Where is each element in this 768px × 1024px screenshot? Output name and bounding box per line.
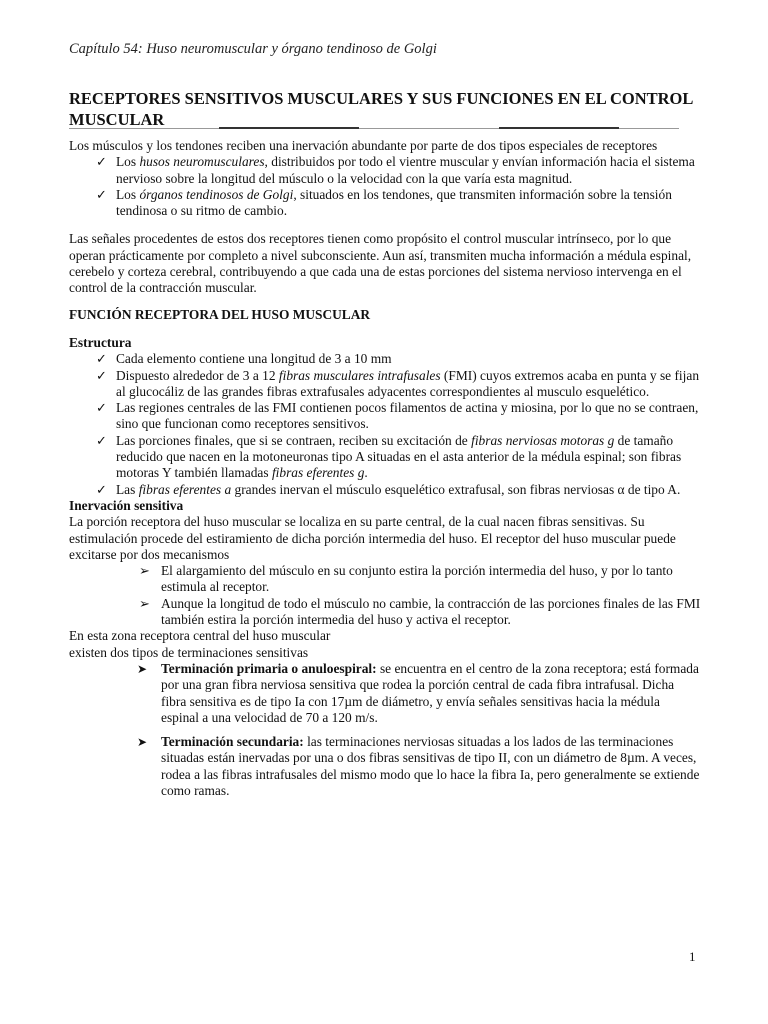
list-item	[69, 482, 701, 498]
item-text: se encuentra en el centro de la zona receptora; está formada por una gran fibra nerviosa sensitiva que rodea la porción central de cada fibra intrafusal. Dicha fibra sensitiva es de tipo Ia con 17µm de diámetro, y envía señales sensitivas hacia la médula espinal a una velocidad de 70 a 120 m/s.	[161, 660, 699, 725]
item-term: fibras eferentes g	[271, 465, 365, 481]
intro-paragraph: Los músculos y los tendones reciben una inervación abundante por parte de dos tipos especiales de receptores	[69, 138, 658, 153]
structure-list	[69, 351, 701, 498]
section-heading: FUNCIÓN RECEPTORA DEL HUSO MUSCULAR	[69, 306, 371, 322]
subsection-heading: Inervación sensitiva	[69, 497, 184, 513]
checkmark-icon: ✓	[96, 186, 107, 202]
list-item	[69, 734, 701, 799]
list-item	[69, 187, 701, 220]
item-text: El alargamiento del músculo en su conjunto estira la porción intermedia del huso, y por lo tanto estimula al receptor.	[161, 563, 673, 595]
item-text: las terminaciones nerviosas situadas a los lados de las terminaciones situadas están inervadas por una o dos fibras sensitivas de tipo II, con un diámetro de 8µm. A veces, rodea a las fibras intrafusales del mismo modo que lo hace la fibra Ia, pero generalmente se extiende como ramas.	[161, 734, 700, 798]
checkmark-icon: ✓	[96, 154, 107, 170]
checkmark-icon: ✓	[96, 481, 107, 497]
item-term: fibras nerviosas motoras g	[471, 432, 615, 448]
item-text: Las porciones finales, que si se contraen, reciben su excitación de	[116, 432, 472, 448]
list-item	[69, 368, 701, 401]
item-text: de tamaño reducido que nacen en la motoneuronas tipo A situadas en el asta anterior de la médula espinal; son fibras motoras Y también llamadas	[116, 432, 682, 481]
arrowhead-bullet-icon: ➤	[137, 661, 148, 676]
item-term: fibras eferentes a	[138, 481, 232, 497]
item-text: Aunque la longitud de todo el músculo no cambie, la contracción de las porciones finales de las FMI también estira la porción intermedia del huso y activa el receptor.	[161, 595, 701, 628]
title-underline-accent	[219, 127, 359, 129]
document-page	[69, 0, 701, 1024]
running-header: Capítulo 54: Huso neuromuscular y órgano tendinoso de Golgi	[69, 41, 437, 57]
checkmark-icon: ✓	[96, 432, 107, 448]
checkmark-icon: ✓	[96, 400, 107, 416]
document-body	[69, 138, 701, 799]
item-text: .	[364, 465, 368, 481]
list-item	[69, 433, 701, 482]
page-number: 1	[689, 949, 696, 964]
item-term: husos neuromusculares	[139, 154, 265, 170]
item-text: (FMI) cuyos extremos acaba en punta y se fijan al glucocáliz de las grandes fibras extrafusales adyacentes correspondientes al musculo esquelético.	[116, 367, 700, 399]
mechanism-list	[69, 563, 701, 628]
item-text: Los	[116, 186, 140, 202]
item-text: Cada elemento contiene una longitud de 3 a 10 mm	[116, 351, 392, 367]
item-text: Las	[116, 481, 139, 497]
item-text: , distribuidos por todo el vientre muscular y envían información hacia el sistema nervioso sobre la longitud del músculo o la velocidad con la que varía esta magnitud.	[116, 154, 695, 186]
list-item	[69, 154, 701, 187]
item-text: Las regiones centrales de las FMI contienen pocos filamentos de actina y miosina, por lo que no se contraen, sino que funcionan como receptores sensitivos.	[116, 400, 699, 432]
checkmark-icon: ✓	[96, 351, 107, 367]
item-term: fibras musculares intrafusales	[278, 367, 441, 383]
list-item	[69, 400, 701, 433]
arrowhead-bullet-icon: ➢	[139, 563, 150, 579]
arrowhead-bullet-icon: ➢	[139, 595, 150, 611]
termination-label: Terminación secundaria:	[161, 734, 304, 750]
item-text: , situados en los tendones, que transmiten información sobre la tensión tendinosa o su ritmo de cambio.	[116, 186, 672, 219]
list-item	[69, 661, 701, 726]
receptor-list	[69, 154, 701, 219]
list-item	[69, 351, 701, 367]
item-text: Los	[116, 154, 140, 170]
subsection-heading: Estructura	[69, 334, 132, 350]
body-paragraph: En esta zona receptora central del huso muscular existen dos tipos de terminaciones sensitivas	[69, 628, 331, 660]
termination-list	[69, 661, 701, 799]
body-paragraph: La porción receptora del huso muscular se localiza en su parte central, de la cual nacen fibras sensitivas. Su estimulación procede del estiramiento de dicha porción intermedia del huso. El receptor del huso muscular puede excitarse por dos mecanismos	[69, 514, 676, 562]
body-paragraph: Las señales procedentes de estos dos receptores tienen como propósito el control muscular intrínseco, por lo que operan prácticamente por completo a nivel subconsciente. Aun así, transmiten mucha información a médula espinal, cerebelo y corteza cerebral, contribuyendo a que cada una de estas porciones del sistema nervioso intervenga en el control de la contracción muscular.	[69, 231, 692, 296]
document-title: RECEPTORES SENSITIVOS MUSCULARES Y SUS FUNCIONES EN EL CONTROL MUSCULAR	[69, 89, 693, 129]
arrowhead-bullet-icon: ➤	[137, 735, 148, 750]
termination-label: Terminación primaria o anuloespiral:	[161, 660, 377, 676]
item-term: órganos tendinosos de Golgi	[139, 186, 294, 202]
list-item	[69, 563, 701, 596]
checkmark-icon: ✓	[96, 367, 107, 383]
item-text: grandes inervan el músculo esquelético extrafusal, son fibras nerviosas α de tipo A.	[231, 481, 681, 497]
item-text: Dispuesto alrededor de 3 a 12	[116, 367, 279, 383]
list-item	[69, 596, 701, 629]
title-underline-accent	[499, 127, 619, 129]
